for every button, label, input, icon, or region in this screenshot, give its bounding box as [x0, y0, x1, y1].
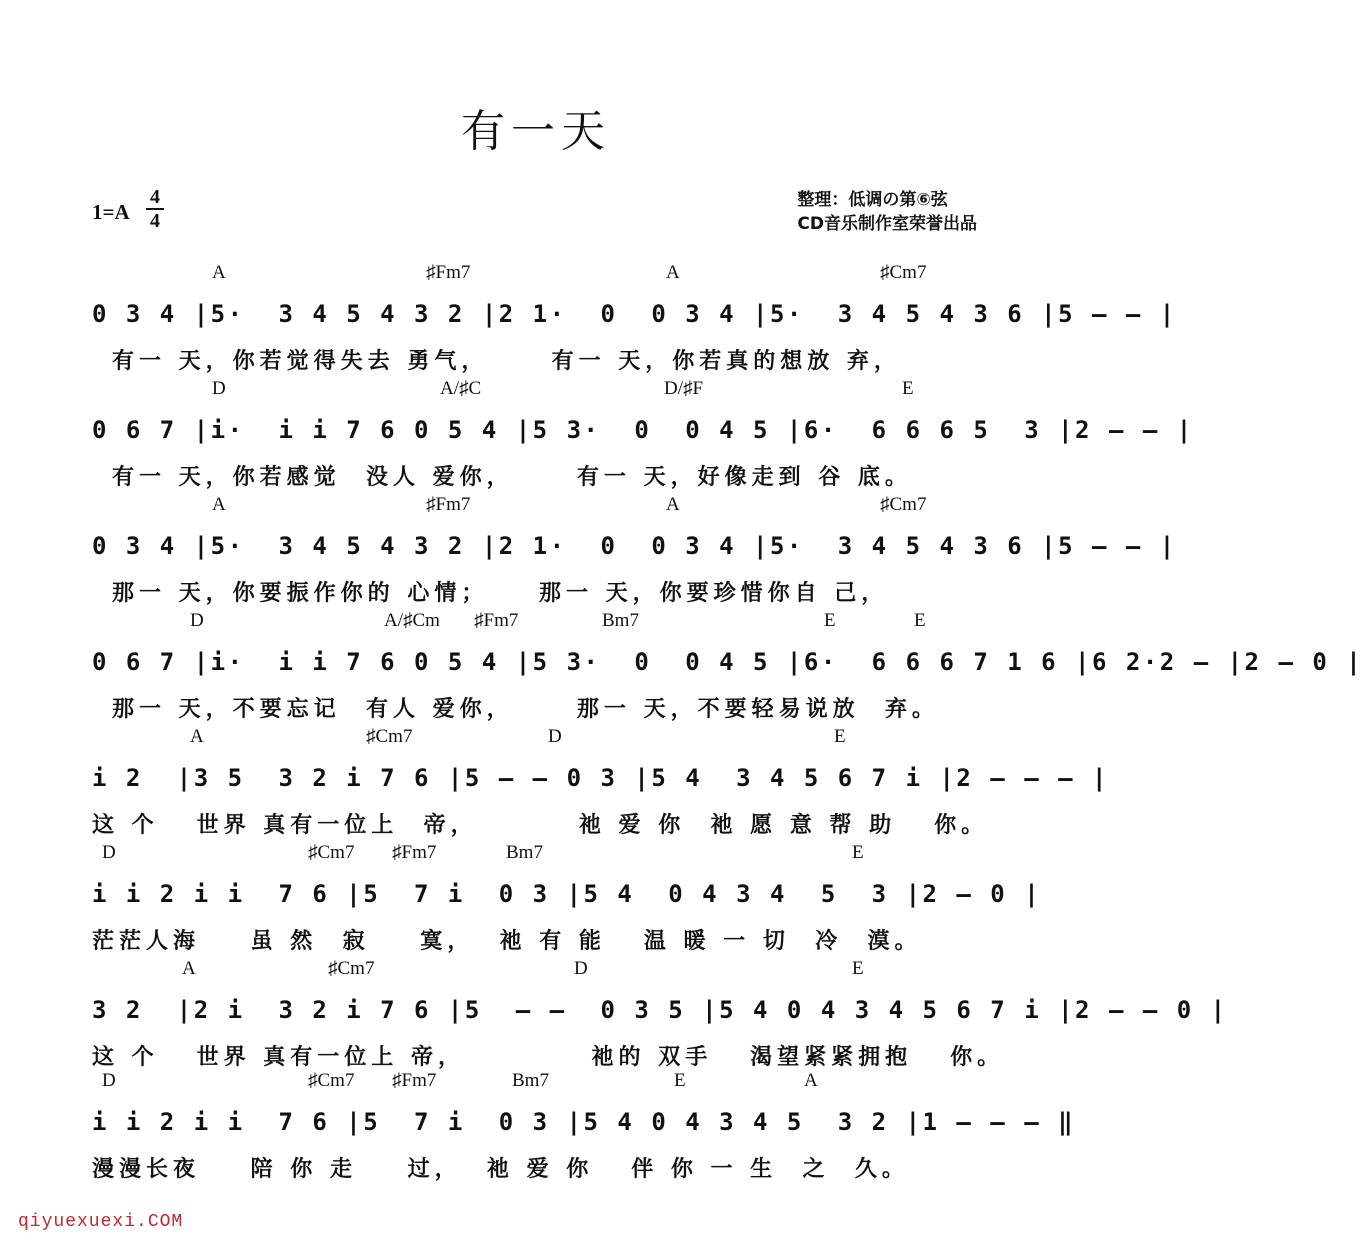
notation-line: i i 2 i i 7 6 |5 7 i 0 3 |5 4 0 4 3 4 5 3 |2 – 0 |	[92, 880, 1042, 908]
time-signature-bottom: 4	[150, 210, 160, 232]
score-system-2	[92, 378, 1194, 490]
score-system-1	[92, 262, 1177, 374]
chord-row	[92, 494, 982, 520]
chord-symbol: D	[190, 610, 204, 631]
chord-symbol: Bm7	[602, 610, 639, 631]
lyric-line: 这 个 世界 真有一位上 帝， 祂 爱 你 祂 愿 意 帮 助 你。	[92, 813, 989, 838]
song-title: 有一天	[461, 106, 611, 157]
chord-symbol: ♯Cm7	[308, 842, 355, 863]
notation-line: 3 2 |2 i 3 2 i 7 6 |5 – – 0 3 5 |5 4 0 4 3 4 5 6 7 i |2 – – 0 |	[92, 996, 1228, 1024]
lyric-line: 有一 天，你若感觉 没人 爱你， 有一 天，好像走到 谷 底。	[112, 465, 912, 490]
chord-symbol: E	[914, 610, 926, 631]
chord-symbol: ♯Cm7	[308, 1070, 355, 1091]
chord-symbol: E	[902, 378, 914, 399]
arranger-credit: 整理：低调の第⑥弦	[797, 190, 948, 210]
time-signature	[146, 187, 164, 231]
credits	[797, 188, 977, 236]
chord-symbol: D	[102, 1070, 116, 1091]
lyric-line: 那一 天，你要振作你的 心情； 那一 天，你要珍惜你自 己，	[112, 581, 889, 606]
chord-row	[92, 378, 982, 404]
lyric-line: 那一 天，不要忘记 有人 爱你， 那一 天，不要轻易说放 弃。	[112, 697, 939, 722]
chord-symbol: D/♯F	[664, 378, 704, 399]
chord-symbol: ♯Fm7	[426, 262, 471, 283]
chord-symbol: D	[574, 958, 588, 979]
chord-symbol: E	[824, 610, 836, 631]
chord-symbol: A	[666, 262, 680, 283]
chord-symbol: E	[674, 1070, 686, 1091]
chord-symbol: E	[852, 958, 864, 979]
chord-symbol: Bm7	[512, 1070, 549, 1091]
chord-symbol: Bm7	[506, 842, 543, 863]
notation-line: i i 2 i i 7 6 |5 7 i 0 3 |5 4 0 4 3 4 5 3 2 |1 – – – ‖	[92, 1108, 1076, 1136]
chord-symbol: ♯Cm7	[366, 726, 413, 747]
chord-symbol: D	[548, 726, 562, 747]
score-system-8	[92, 1070, 1076, 1182]
score-system-7	[92, 958, 1228, 1070]
lyric-line: 有一 天，你若觉得失去 勇气， 有一 天，你若真的想放 弃，	[112, 349, 901, 374]
chord-symbol: ♯Fm7	[474, 610, 519, 631]
chord-symbol: A	[212, 262, 226, 283]
chord-symbol: A/♯C	[440, 378, 482, 399]
notation-line: 0 6 7 |i· i i 7 6 0 5 4 |5 3· 0 0 4 5 |6· 6 6 6 7 1 6 |6 2·2 – |2 – 0 |	[92, 648, 1363, 676]
notation-line: 0 6 7 |i· i i 7 6 0 5 4 |5 3· 0 0 4 5 |6· 6 6 6 5 3 |2 – – |	[92, 416, 1194, 444]
chord-symbol: E	[834, 726, 846, 747]
score-system-3	[92, 494, 1177, 606]
lyric-line: 茫茫人海 虽 然 寂 寞， 祂 有 能 温 暖 一 切 冷 漠。	[92, 929, 922, 954]
key-signature: 1=A	[92, 200, 130, 224]
chord-symbol: A	[666, 494, 680, 515]
chord-symbol: ♯Cm7	[880, 262, 927, 283]
chord-row	[92, 610, 982, 636]
score-system-4	[92, 610, 1363, 722]
notation-line: 0 3 4 |5· 3 4 5 4 3 2 |2 1· 0 0 3 4 |5· 3 4 5 4 3 6 |5 – – |	[92, 300, 1177, 328]
score-system-6	[92, 842, 1042, 954]
chord-symbol: ♯Cm7	[328, 958, 375, 979]
notation-line: 0 3 4 |5· 3 4 5 4 3 2 |2 1· 0 0 3 4 |5· 3 4 5 4 3 6 |5 – – |	[92, 532, 1177, 560]
chord-symbol: A	[212, 494, 226, 515]
chord-symbol: D	[212, 378, 226, 399]
chord-symbol: ♯Fm7	[392, 842, 437, 863]
chord-row	[92, 726, 982, 752]
time-signature-top: 4	[150, 186, 160, 208]
chord-symbol: ♯Fm7	[392, 1070, 437, 1091]
chord-row	[92, 1070, 982, 1096]
score-system-5	[92, 726, 1109, 838]
chord-symbol: A	[190, 726, 204, 747]
notation-line: i 2 |3 5 3 2 i 7 6 |5 – – 0 3 |5 4 3 4 5 6 7 i |2 – – – |	[92, 764, 1109, 792]
chord-row	[92, 262, 982, 288]
lyric-line: 这 个 世界 真有一位上 帝， 祂的 双手 渴望紧紧拥抱 你。	[92, 1045, 1005, 1070]
chord-symbol: ♯Fm7	[426, 494, 471, 515]
chord-symbol: A	[804, 1070, 818, 1091]
chord-symbol: E	[852, 842, 864, 863]
chord-row	[92, 842, 982, 868]
producer-credit: CD音乐制作室荣誉出品	[797, 214, 977, 234]
chord-row	[92, 958, 982, 984]
lyric-line: 漫漫长夜 陪 你 走 过， 祂 爱 你 伴 你 一 生 之 久。	[92, 1157, 909, 1182]
chord-symbol: ♯Cm7	[880, 494, 927, 515]
chord-symbol: A/♯Cm	[384, 610, 440, 631]
chord-symbol: A	[182, 958, 196, 979]
site-watermark: qiyuexuexi.COM	[18, 1212, 184, 1232]
chord-symbol: D	[102, 842, 116, 863]
